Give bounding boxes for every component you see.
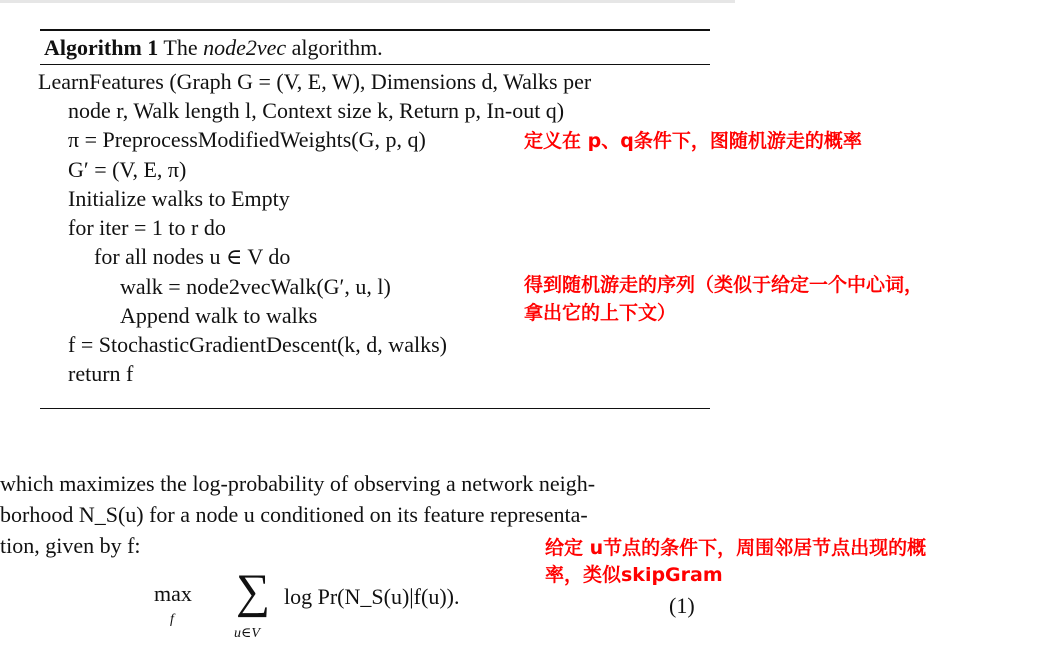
page-top-shadow [0, 0, 735, 3]
algorithm-header-rule [40, 64, 710, 65]
equation-max: max [154, 581, 192, 606]
algorithm-line-for-iter: for iter = 1 to r do [68, 215, 226, 240]
annotation-objective-line2: 率，类似skipGram [545, 564, 723, 586]
algorithm-line-for-nodes: for all nodes u ∈ V do [94, 244, 291, 269]
algorithm-line-return: return f [68, 361, 134, 386]
equation-sum-subscript: u∈V [234, 626, 260, 641]
annotation-walk-sequence-line1: 得到随机游走的序列（类似于给定一个中心词， [524, 274, 924, 296]
algorithm-header: Algorithm 1 The node2vec algorithm. [44, 35, 383, 60]
paragraph-line-2: borhood N_S(u) for a node u conditioned on its feature representa- [0, 502, 588, 527]
algorithm-name: node2vec [203, 35, 287, 60]
equation-number: (1) [669, 593, 695, 618]
algorithm-line-sgd: f = StochasticGradientDescent(k, d, walks) [68, 332, 447, 357]
equation-body: log Pr(N_S(u)|f(u)). [284, 584, 460, 609]
algorithm-line-walk: walk = node2vecWalk(G′, u, l) [120, 274, 391, 299]
annotation-walk-sequence-line2: 拿出它的上下文） [524, 302, 677, 324]
algorithm-line-initialize: Initialize walks to Empty [68, 186, 290, 211]
annotation-transition-probability: 定义在 p、q条件下，图随机游走的概率 [524, 130, 862, 152]
annotation-objective-line1: 给定 u节点的条件下，周围邻居节点出现的概 [545, 537, 927, 559]
paragraph-line-1: which maximizes the log-probability of observing a network neigh- [0, 471, 596, 496]
paragraph-line-3: tion, given by f: [0, 533, 141, 558]
algorithm-line-learnfeatures: LearnFeatures (Graph G = (V, E, W), Dimensions d, Walks per [38, 69, 592, 94]
algorithm-bottom-rule [40, 408, 710, 409]
algorithm-line-graph: G′ = (V, E, π) [68, 157, 187, 182]
algorithm-line-preprocess: π = PreprocessModifiedWeights(G, p, q) [68, 127, 426, 152]
algorithm-header-label: Algorithm 1 [44, 35, 159, 60]
algorithm-top-rule [40, 29, 710, 31]
equation-max-subscript: f [170, 612, 174, 627]
algorithm-line-append: Append walk to walks [120, 303, 318, 328]
algorithm-line-params: node r, Walk length l, Context size k, Return p, In-out q) [68, 98, 565, 123]
equation-sum-symbol: ∑ [236, 565, 271, 618]
